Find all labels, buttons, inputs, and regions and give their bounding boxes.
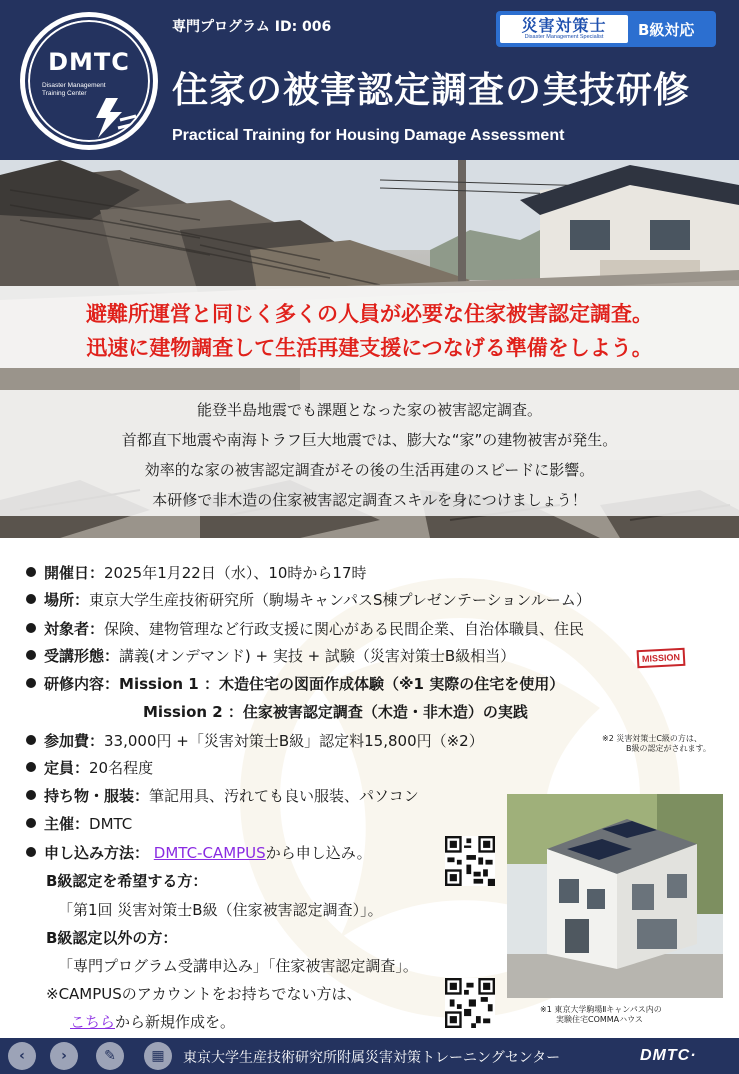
intro-line: 本研修で非木造の住家被害認定調査スキルを身につけましょう！ [152,491,587,509]
headline-line-1: 避難所運営と同じく多くの人員が必要な住家被害認定調査。 [86,302,653,326]
intro-line: 効率的な家の被害認定調査がその後の生活再建のスピードに影響。 [144,461,595,479]
b-wish-label: B級認定を希望する方： [46,872,208,890]
b-other-value: 「専門プログラム受講申込み」「住家被害認定調査」。 [58,957,418,975]
program-id: 専門プログラム ID: 006 [172,19,332,35]
detail-format: 受講形態：講義(オンデマンド) + 実技 + 試験（災害対策士B級相当） [26,646,515,666]
chevron-right-icon[interactable]: › [50,1042,78,1070]
comma-house-photo [507,794,723,998]
earthquake-damage-photo [0,160,739,538]
detail-organizer: 主催：DMTC [26,814,132,834]
detail-target: 対象者：保険、建物管理など行政支援に関心がある民間企業、自治体職員、住民 [26,619,584,639]
certification-badge [496,11,716,47]
footer-logo: DMTC· [640,1047,697,1064]
lightning-icon [88,98,138,138]
dmtc-campus-link[interactable]: DMTC-CAMPUS [153,844,266,862]
mission-2: Mission 2 ：住家被害認定調査（木造・非木造）の実践 [143,703,528,721]
detail-items: 持ち物・服装：筆記用具、汚れても良い服装、パソコン [26,786,419,806]
badge-english: Disaster Management Specialist [524,34,604,40]
badge-main: 災害対策士 [521,16,607,35]
account-link-line: こちらから新規作成を。 [70,1013,236,1031]
mission-stamp: MISSION [637,648,686,668]
intro-box [0,390,739,516]
detail-content: 研修内容：Mission 1 ：木造住宅の図面作成体験（※1 実際の住宅を使用） [26,674,564,694]
account-create-link[interactable]: こちら [70,1013,116,1031]
chevron-left-icon[interactable]: ‹ [8,1042,36,1070]
detail-date: 開催日：2025年1月22日（水）、10時から17時 [26,563,367,583]
logo-text: DMTC [48,48,130,76]
qr-code-icon[interactable] [445,836,495,886]
dmtc-logo [20,12,158,150]
b-other-label: B級認定以外の方： [46,929,178,947]
intro-line: 能登半島地震でも課題となった家の被害認定調査。 [196,401,542,419]
fee-note: ※2 災害対策士C級の方は、 B級の認定がされます。 [602,734,711,753]
detail-place: 場所：東京大学生産技術研究所（駒場キャンパスS棟プレゼンテーションルーム） [26,590,591,610]
badge-level: B級対応 [638,20,695,39]
headline-line-2: 迅速に建物調査して生活再建支援につなげる準備をしよう。 [86,336,653,360]
b-wish-value: 「第1回 災害対策士B級（住家被害認定調査）」。 [58,901,383,919]
detail-apply: 申し込み方法： DMTC-CAMPUSから申し込み。 [26,843,372,863]
account-note: ※CAMPUSのアカウントをお持ちでない方は、 [46,985,362,1003]
headline-banner [0,286,739,368]
page-title: 住家の被害認定調査の実技研修 [172,70,691,111]
footer [0,1038,739,1074]
slides-icon[interactable]: ▦ [144,1042,172,1070]
footer-organization: 東京大学生産技術研究所附属災害対策トレーニングセンター [183,1050,561,1066]
intro-line: 首都直下地震や南海トラフ巨大地震では、膨大な“家”の建物被害が発生。 [121,431,618,449]
detail-fee: 参加費：33,000円 +「災害対策士B級」認定料15,800円（※2） [26,731,484,751]
logo-subtitle: Disaster Management Training Center [42,82,106,97]
header [0,0,739,160]
page-subtitle: Practical Training for Housing Damage Assessment [172,127,565,144]
detail-capacity: 定員：20名程度 [26,758,153,778]
qr-code-icon[interactable] [445,978,495,1028]
house-caption: ※1 東京大学駒場Ⅱキャンパス内の 実験住宅COMMAハウス [540,1005,662,1024]
pen-icon[interactable]: ✎ [96,1042,124,1070]
